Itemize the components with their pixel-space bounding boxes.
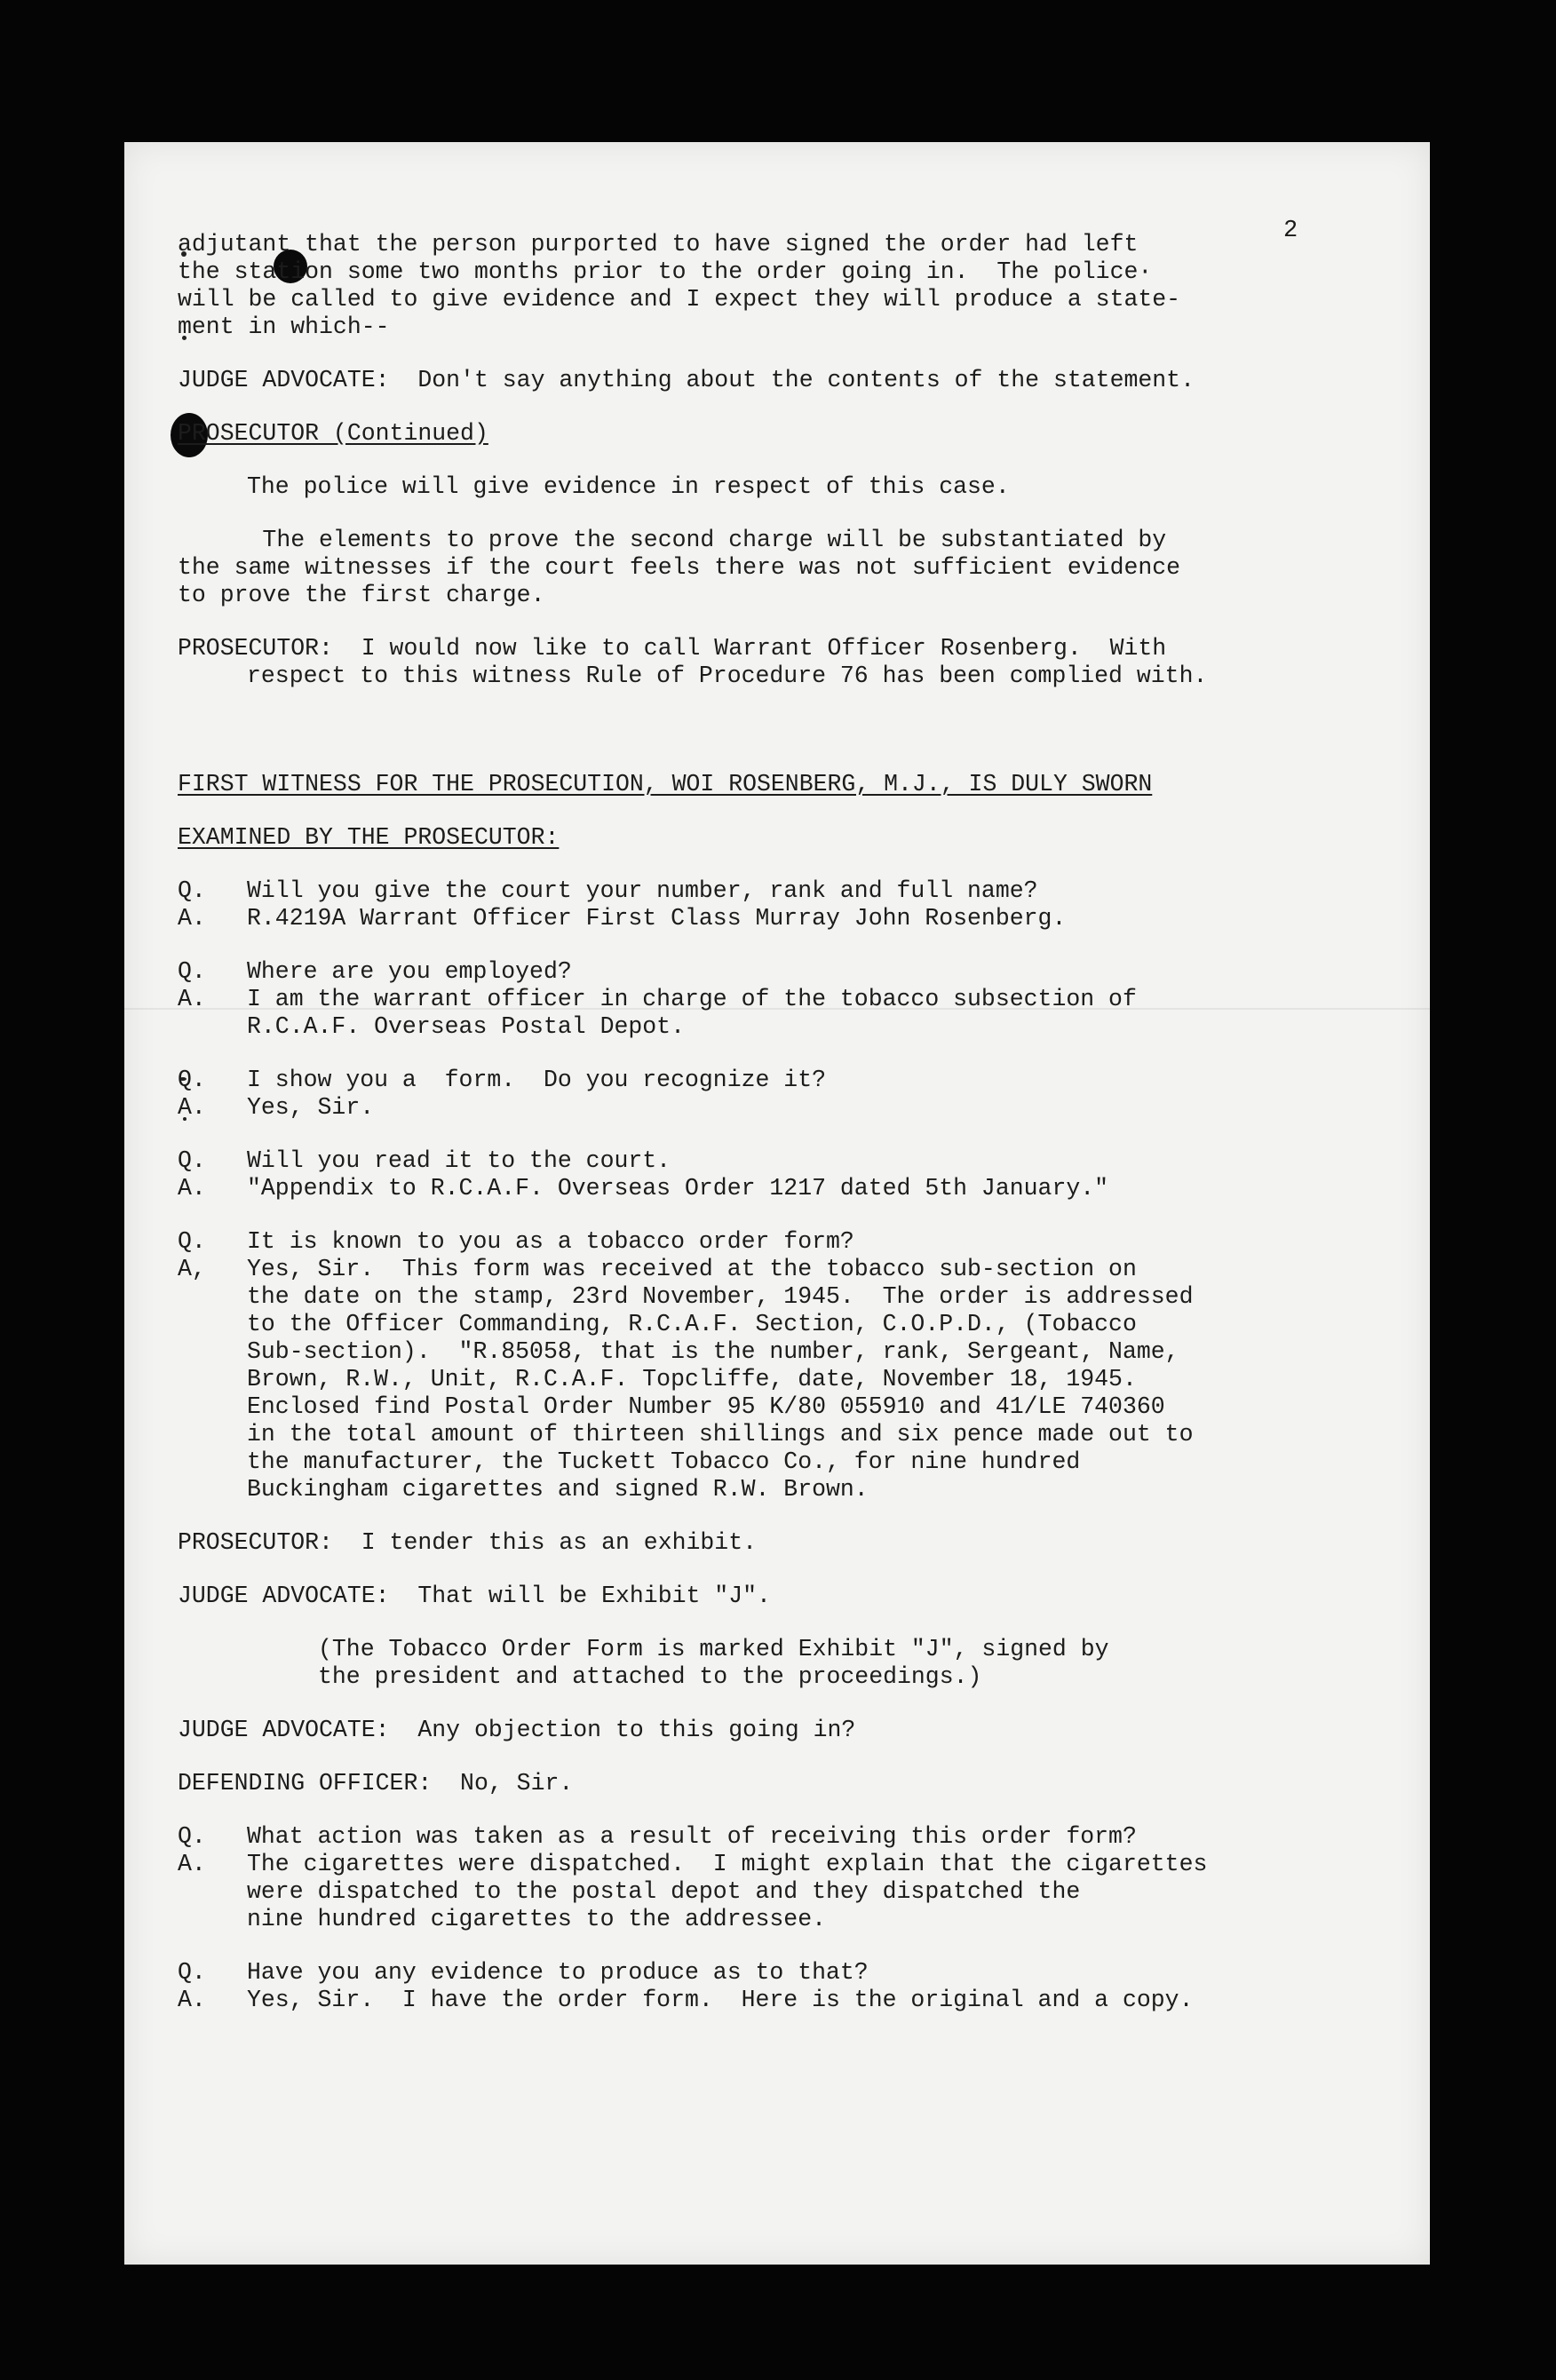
document-body	[178, 231, 1217, 2040]
text-line: JUDGE ADVOCATE: Any objection to this going in?	[178, 1717, 856, 1743]
marker-spacer	[178, 1906, 247, 1933]
answer-text: nine hundred cigarettes to the addressee.	[247, 1906, 827, 1932]
question-text: Where are you employed?	[247, 958, 572, 985]
text-line: to prove the first charge.	[178, 582, 545, 608]
text-line: (The Tobacco Order Form is marked Exhibit "J", signed by	[318, 1636, 1109, 1662]
answer-text: Yes, Sir.	[247, 1094, 375, 1121]
answer-marker: A.	[178, 1851, 206, 1877]
marker-spacer	[178, 1393, 247, 1421]
question-text: Will you give the court your number, rank and full name?	[247, 877, 1038, 904]
text-line: PROSECUTOR: I tender this as an exhibit.	[178, 1529, 758, 1556]
question-answer-group	[178, 1959, 1217, 2014]
marker-spacer	[178, 1878, 247, 1906]
marker-spacer	[178, 1421, 247, 1448]
answer-text: Yes, Sir. I have the order form. Here is the original and a copy.	[247, 1987, 1194, 2013]
section-heading-row	[178, 824, 1217, 877]
question-marker: Q.	[178, 877, 206, 904]
answer-text: R.C.A.F. Overseas Postal Depot.	[247, 1013, 685, 1040]
answer-text: Yes, Sir. This form was received at the tobacco sub-section on	[247, 1256, 1137, 1282]
text-line: will be called to give evidence and I expect they will produce a state-	[178, 286, 1181, 313]
question-text: It is known to you as a tobacco order form?	[247, 1228, 854, 1255]
text-line: PROSECUTOR: I would now like to call Warrant Officer Rosenberg. With	[178, 635, 1167, 662]
text-line: the president and attached to the proceedings.)	[318, 1663, 982, 1690]
answer-text: the manufacturer, the Tuckett Tobacco Co., for nine hundred	[247, 1448, 1081, 1475]
question-marker: Q.	[178, 1067, 206, 1093]
paragraph	[178, 473, 1217, 501]
marker-spacer	[178, 1448, 247, 1476]
exhibit-note	[178, 1636, 1217, 1691]
question-text: I show you a form. Do you recognize it?	[247, 1067, 827, 1093]
question-answer-group	[178, 877, 1217, 932]
section-heading-row	[178, 420, 1217, 473]
answer-marker: A.	[178, 1987, 206, 2013]
paragraph	[178, 1717, 1217, 1744]
text-line: DEFENDING OFFICER: No, Sir.	[178, 1770, 574, 1797]
marker-spacer	[178, 1013, 247, 1041]
answer-text: The cigarettes were dispatched. I might explain that the cigarettes	[247, 1851, 1208, 1877]
answer-text: to the Officer Commanding, R.C.A.F. Section, C.O.P.D., (Tobacco	[247, 1311, 1137, 1337]
paragraph	[178, 1583, 1217, 1610]
question-marker: Q.	[178, 1959, 206, 1986]
document-page	[124, 142, 1430, 2265]
vertical-gap	[178, 716, 1217, 771]
question-text: What action was taken as a result of receiving this order form?	[247, 1823, 1137, 1850]
answer-text: Buckingham cigarettes and signed R.W. Brown.	[247, 1476, 869, 1503]
marker-spacer	[178, 1366, 247, 1393]
text-line: ment in which--	[178, 313, 390, 340]
answer-marker: A.	[178, 1094, 206, 1121]
answer-text: I am the warrant officer in charge of the tobacco subsection of	[247, 986, 1137, 1012]
answer-marker: A.	[178, 1175, 206, 1202]
answer-text: in the total amount of thirteen shillings and six pence made out to	[247, 1421, 1194, 1448]
marker-spacer	[178, 1476, 247, 1503]
section-heading: FIRST WITNESS FOR THE PROSECUTION, WOI ROSENBERG, M.J., IS DULY SWORN	[178, 771, 1153, 797]
text-line: The police will give evidence in respect of this case.	[247, 473, 1010, 500]
question-answer-group	[178, 1147, 1217, 1202]
question-text: Will you read it to the court.	[247, 1147, 671, 1174]
text-line: the station some two months prior to the order going in. The police·	[178, 258, 1153, 285]
question-marker: Q.	[178, 958, 206, 985]
text-line: adjutant that the person purported to have signed the order had left	[178, 231, 1139, 258]
section-heading-row	[178, 771, 1217, 824]
question-text: Have you any evidence to produce as to that?	[247, 1959, 869, 1986]
text-line: the same witnesses if the court feels there was not sufficient evidence	[178, 554, 1181, 581]
answer-text: were dispatched to the postal depot and they dispatched the	[247, 1878, 1081, 1905]
text-line: JUDGE ADVOCATE: Don't say anything about the contents of the statement.	[178, 367, 1195, 393]
question-marker: Q.	[178, 1147, 206, 1174]
answer-text: "Appendix to R.C.A.F. Overseas Order 1217 dated 5th January."	[247, 1175, 1109, 1202]
question-marker: Q.	[178, 1228, 206, 1255]
answer-text: the date on the stamp, 23rd November, 1945. The order is addressed	[247, 1283, 1194, 1310]
paragraph	[178, 527, 1217, 609]
paragraph	[178, 1529, 1217, 1557]
question-answer-group	[178, 1067, 1217, 1122]
answer-marker: A,	[178, 1256, 206, 1282]
page-number: 2	[1283, 218, 1298, 244]
answer-text: Sub-section). "R.85058, that is the number, rank, Sergeant, Name,	[247, 1338, 1179, 1365]
text-line: JUDGE ADVOCATE: That will be Exhibit "J".	[178, 1583, 771, 1609]
question-answer-group	[178, 1823, 1217, 1933]
answer-text: Brown, R.W., Unit, R.C.A.F. Topcliffe, date, November 18, 1945.	[247, 1366, 1137, 1392]
paragraph	[178, 635, 1217, 690]
section-heading: EXAMINED BY THE PROSECUTOR:	[178, 824, 560, 851]
marker-spacer	[178, 1338, 247, 1366]
answer-marker: A.	[178, 905, 206, 932]
paragraph	[178, 231, 1217, 341]
text-line: respect to this witness Rule of Procedure 76 has been complied with.	[247, 662, 1208, 689]
answer-text: Enclosed find Postal Order Number 95 K/80 055910 and 41/LE 740360	[247, 1393, 1165, 1420]
marker-spacer	[178, 1283, 247, 1311]
answer-text: R.4219A Warrant Officer First Class Murray John Rosenberg.	[247, 905, 1067, 932]
question-answer-group	[178, 958, 1217, 1041]
answer-marker: A.	[178, 986, 206, 1012]
paragraph	[178, 367, 1217, 394]
marker-spacer	[178, 1311, 247, 1338]
question-marker: Q.	[178, 1823, 206, 1850]
text-line: The elements to prove the second charge will be substantiated by	[178, 527, 1167, 553]
paragraph	[178, 1770, 1217, 1797]
question-answer-group	[178, 1228, 1217, 1503]
section-heading: PROSECUTOR (Continued)	[178, 420, 488, 447]
